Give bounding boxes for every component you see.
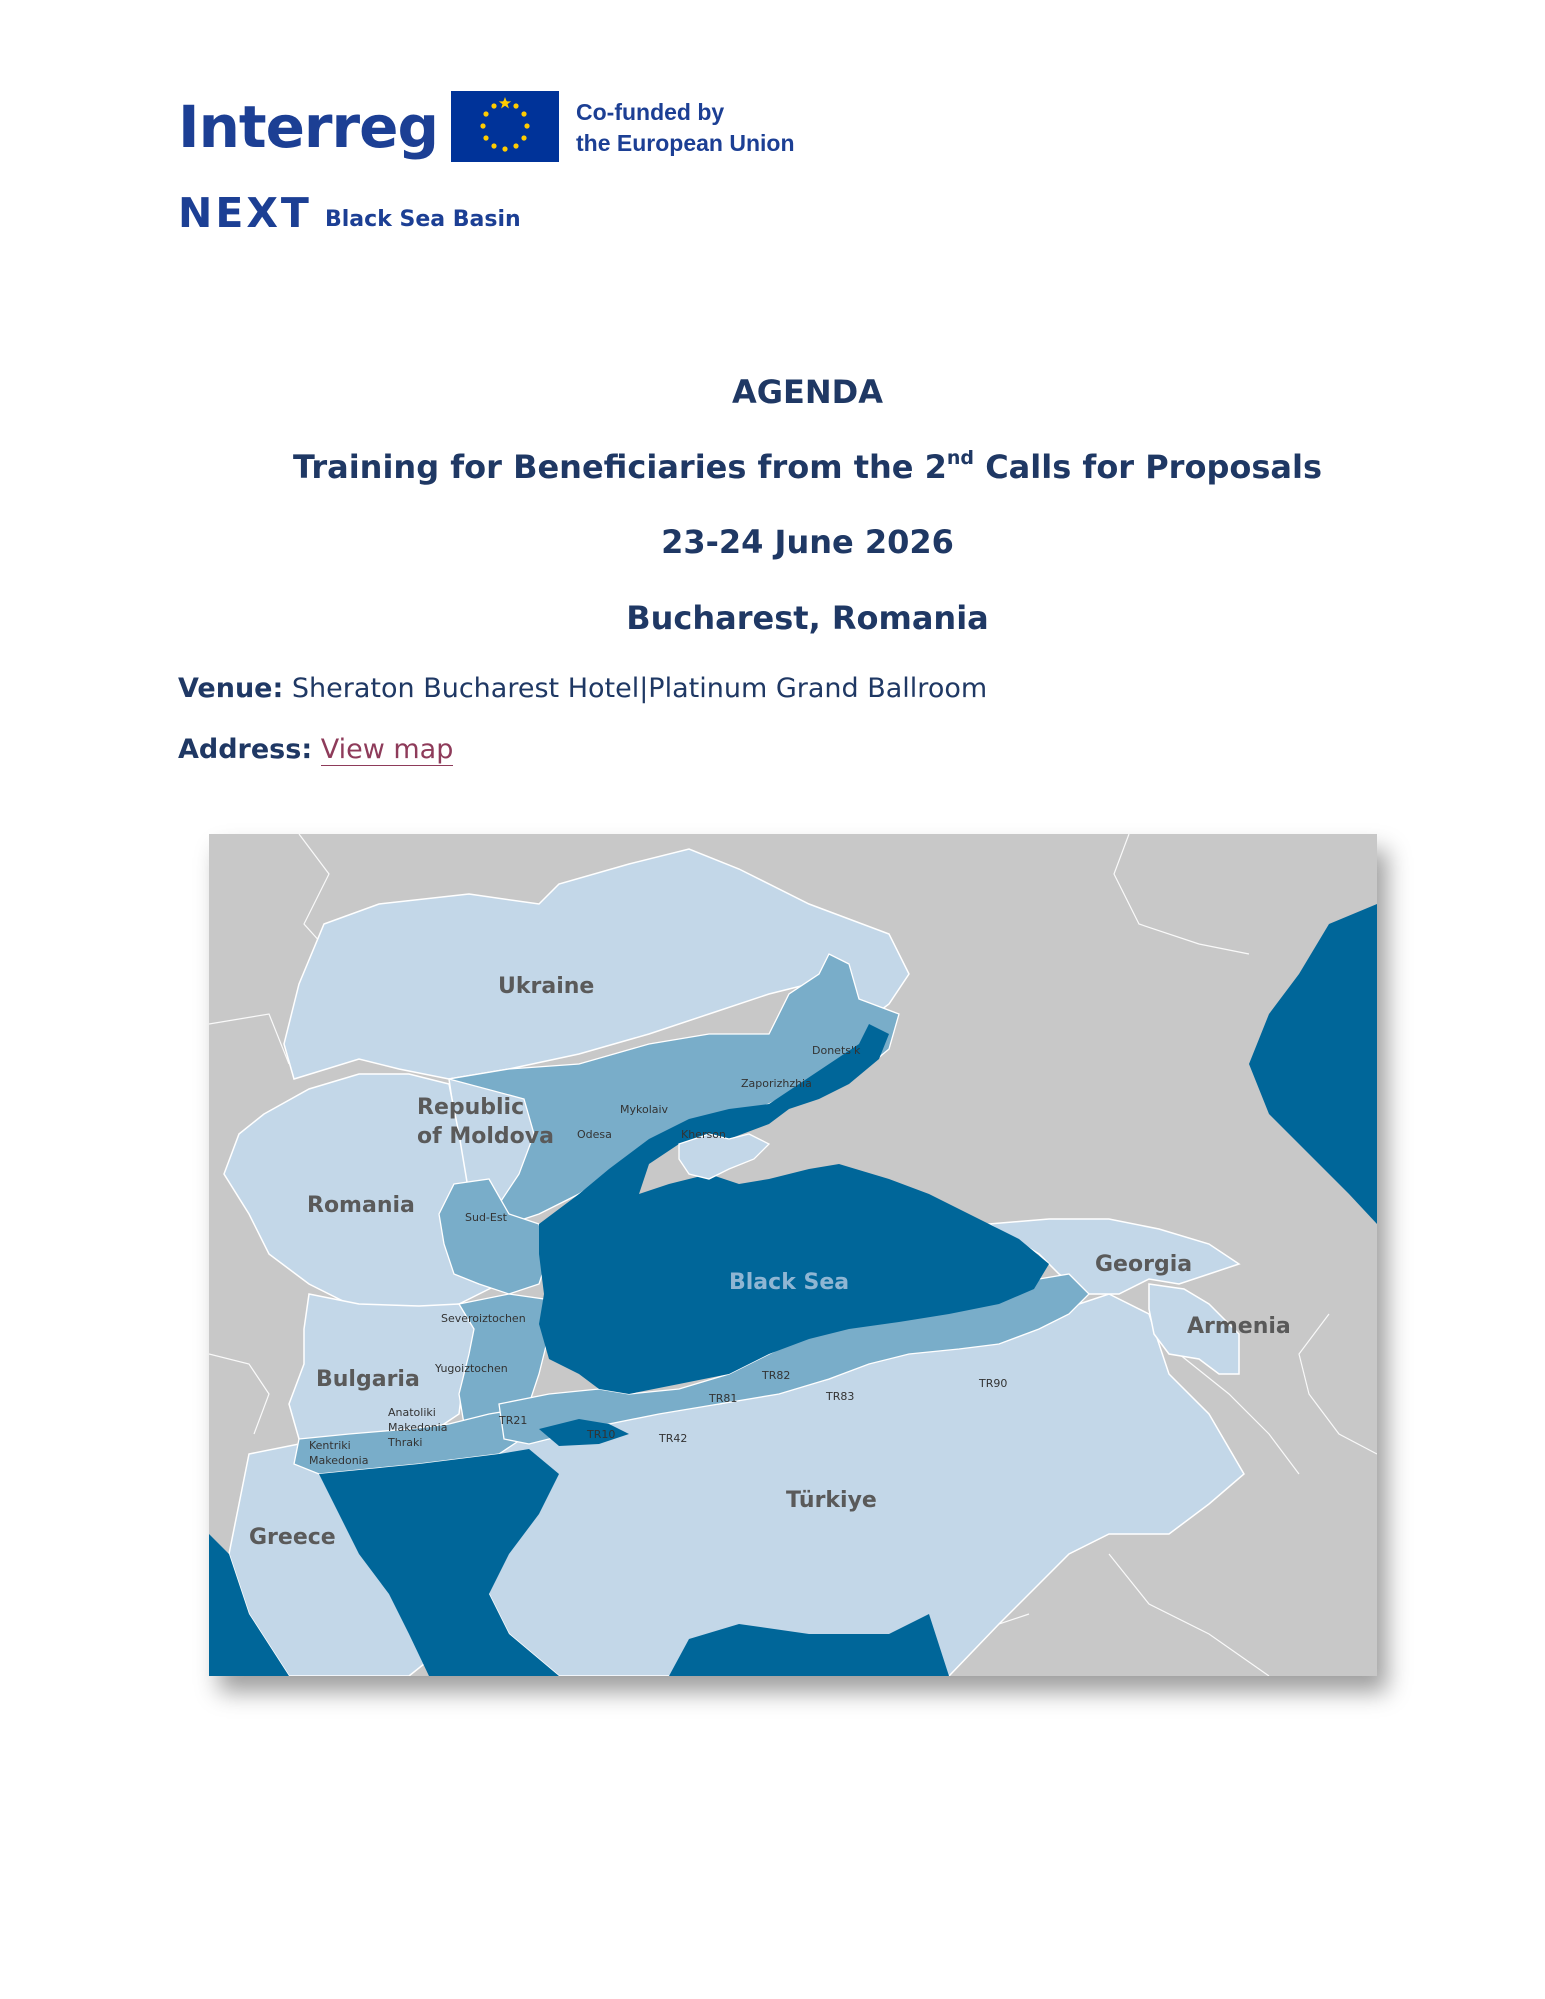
black-sea-label: Black Sea: [729, 1270, 850, 1295]
venue-line: [178, 672, 987, 706]
eu-cofunded-text: [576, 97, 795, 159]
black-sea-basin-logo-text: Black Sea Basin: [325, 207, 521, 232]
turkiye-label: Türkiye: [786, 1488, 877, 1513]
anatoliki-label-2: Makedonia: [388, 1421, 448, 1434]
kherson-label: Kherson: [681, 1128, 726, 1141]
mykolaiv-label: Mykolaiv: [620, 1103, 669, 1116]
training-title-suffix: Calls for Proposals: [974, 448, 1322, 486]
map-svg: [209, 834, 1377, 1676]
training-title-superscript: nd: [946, 447, 975, 469]
tr83-label: TR83: [826, 1390, 855, 1403]
moldova-label-line-2: of Moldova: [417, 1124, 554, 1149]
venue-label: Venue:: [178, 673, 284, 704]
venue-value: Sheraton Bucharest Hotel|Platinum Grand Ballroom: [291, 673, 988, 704]
tr82-label: TR82: [762, 1369, 791, 1382]
greece-label: Greece: [249, 1525, 336, 1550]
anatoliki-label-3: Thraki: [388, 1436, 423, 1449]
agenda-title: AGENDA: [732, 373, 883, 411]
anatoliki-label-1: Anatoliki: [388, 1406, 436, 1419]
eu-stars-icon: [451, 91, 559, 162]
romania-label: Romania: [307, 1193, 415, 1218]
eu-flag-logo: [451, 91, 559, 162]
tr42-label: TR42: [659, 1432, 688, 1445]
ukraine-label: Ukraine: [498, 974, 595, 999]
tr21-label: TR21: [499, 1414, 528, 1427]
programme-area-map: [209, 834, 1377, 1676]
next-logo: NEXT: [178, 189, 312, 237]
yugoiztochen-label: Yugoiztochen: [435, 1362, 508, 1375]
training-title: [0, 447, 1545, 487]
bulgaria-label: Bulgaria: [316, 1367, 420, 1392]
view-map-link[interactable]: View map: [320, 734, 454, 765]
kentriki-label-2: Makedonia: [309, 1454, 369, 1467]
cofunded-line-1: Co-funded by: [576, 99, 725, 125]
tr81-label: TR81: [709, 1392, 738, 1405]
tr10-label: TR10: [587, 1428, 616, 1441]
zaporizhzhia-label: Zaporizhzhia: [741, 1077, 812, 1090]
training-title-prefix: Training for Beneficiaries from the 2: [293, 448, 947, 486]
armenia-label: Armenia: [1187, 1314, 1291, 1339]
georgia-label: Georgia: [1095, 1252, 1193, 1277]
interreg-logo: [178, 93, 438, 161]
interreg-logo-text: Interreg: [178, 93, 438, 161]
moldova-label-line-1: Republic: [417, 1095, 525, 1120]
cofunded-line-2: the European Union: [576, 130, 795, 156]
odesa-label: Odesa: [577, 1128, 612, 1141]
address-line: [178, 733, 453, 767]
kentriki-label-1: Kentriki: [309, 1439, 351, 1452]
donetsk-label: Donets'k: [812, 1044, 861, 1057]
event-dates: 23-24 June 2026: [661, 523, 954, 561]
address-label: Address:: [178, 734, 313, 765]
severoiztochen-label: Severoiztochen: [441, 1312, 526, 1325]
tr90-label: TR90: [979, 1377, 1008, 1390]
sud-est-label: Sud-Est: [465, 1211, 507, 1224]
event-city: Bucharest, Romania: [626, 599, 989, 637]
